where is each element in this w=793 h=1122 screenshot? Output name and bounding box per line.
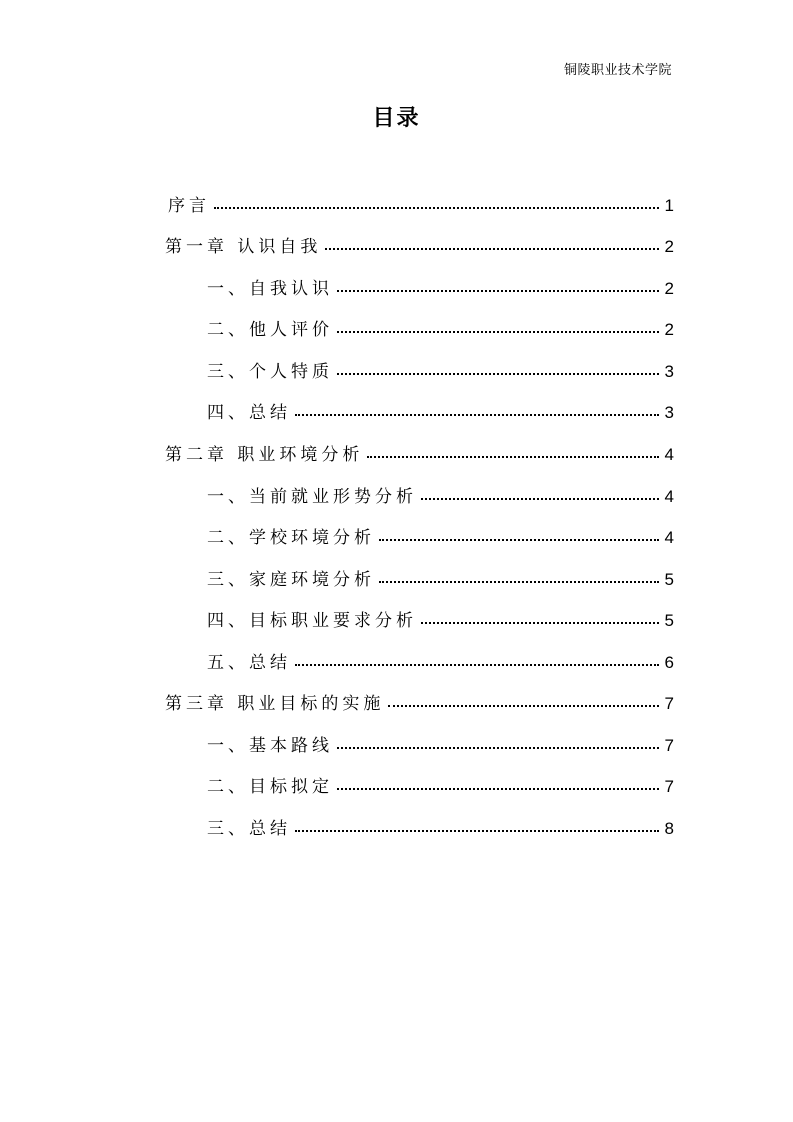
toc-entry-page: 3 <box>664 362 674 381</box>
toc-entry-label: 第二章 职业环境分析 <box>165 445 364 465</box>
toc-entry-label: 三、个人特质 <box>207 362 333 382</box>
toc-entry-label: 二、目标拟定 <box>207 777 333 797</box>
toc-leader-dots <box>421 622 659 624</box>
toc-entry-page: 2 <box>664 320 674 339</box>
toc-entry-page: 8 <box>664 819 674 838</box>
toc-entry-page: 6 <box>664 653 674 672</box>
toc-entry[interactable] <box>207 357 674 387</box>
toc-entry-label: 第一章 认识自我 <box>165 237 322 257</box>
toc-leader-dots <box>295 414 659 416</box>
toc-entry-label: 二、学校环境分析 <box>207 528 375 548</box>
toc-entry-label: 四、目标职业要求分析 <box>207 611 417 631</box>
toc-leader-dots <box>367 456 658 458</box>
toc-entry-page: 4 <box>664 445 674 464</box>
toc-entry-label: 一、当前就业形势分析 <box>207 487 417 507</box>
toc-leader-dots <box>379 539 659 541</box>
toc-leader-dots <box>337 290 659 292</box>
toc-entry[interactable] <box>165 689 674 719</box>
header-institution: 铜陵职业技术学院 <box>563 63 672 78</box>
toc-leader-dots <box>214 207 659 209</box>
toc-leader-dots <box>379 581 659 583</box>
toc-entry[interactable] <box>207 731 674 761</box>
toc-entry[interactable] <box>165 232 674 262</box>
toc-entry[interactable] <box>207 274 674 304</box>
toc-entry[interactable] <box>165 440 674 470</box>
toc-entry-page: 2 <box>664 279 674 298</box>
toc-leader-dots <box>337 788 659 790</box>
toc-leader-dots <box>295 664 659 666</box>
toc-entry-label: 序言 <box>168 196 210 216</box>
toc-entry-page: 2 <box>664 237 674 256</box>
toc-entry-page: 5 <box>664 570 674 589</box>
toc-entry[interactable] <box>207 482 674 512</box>
toc-entry-label: 第三章 职业目标的实施 <box>165 694 385 714</box>
toc-leader-dots <box>388 705 658 707</box>
toc-entry-label: 一、自我认识 <box>207 279 333 299</box>
toc-entry[interactable] <box>207 315 674 345</box>
toc-leader-dots <box>337 331 659 333</box>
toc-entry[interactable] <box>207 523 674 553</box>
toc-leader-dots <box>421 498 659 500</box>
toc-entry[interactable] <box>207 648 674 678</box>
toc-leader-dots <box>325 248 658 250</box>
toc-entry[interactable] <box>207 565 674 595</box>
toc-entry-label: 三、家庭环境分析 <box>207 570 375 590</box>
toc-entry-label: 一、基本路线 <box>207 736 333 756</box>
toc-leader-dots <box>295 830 659 832</box>
toc-entry-page: 3 <box>664 403 674 422</box>
toc-entry-label: 二、他人评价 <box>207 320 333 340</box>
page-title: 目录 <box>372 106 421 131</box>
toc-entry-page: 4 <box>664 528 674 547</box>
toc-entry[interactable] <box>207 398 674 428</box>
toc-entry-label: 四、总结 <box>207 403 291 423</box>
toc-entry-page: 1 <box>664 196 674 215</box>
toc-entry[interactable] <box>207 606 674 636</box>
toc-entry[interactable] <box>207 814 674 844</box>
toc-entry[interactable] <box>168 191 674 221</box>
toc-entry-page: 7 <box>664 694 674 713</box>
toc-entry-page: 7 <box>664 736 674 755</box>
toc-leader-dots <box>337 747 659 749</box>
toc-entry-label: 五、总结 <box>207 653 291 673</box>
toc-leader-dots <box>337 373 659 375</box>
toc-entry-page: 4 <box>664 487 674 506</box>
toc-entry-page: 7 <box>664 777 674 796</box>
toc-entry-label: 三、总结 <box>207 819 291 839</box>
toc-entry[interactable] <box>207 772 674 802</box>
toc-entry-page: 5 <box>664 611 674 630</box>
